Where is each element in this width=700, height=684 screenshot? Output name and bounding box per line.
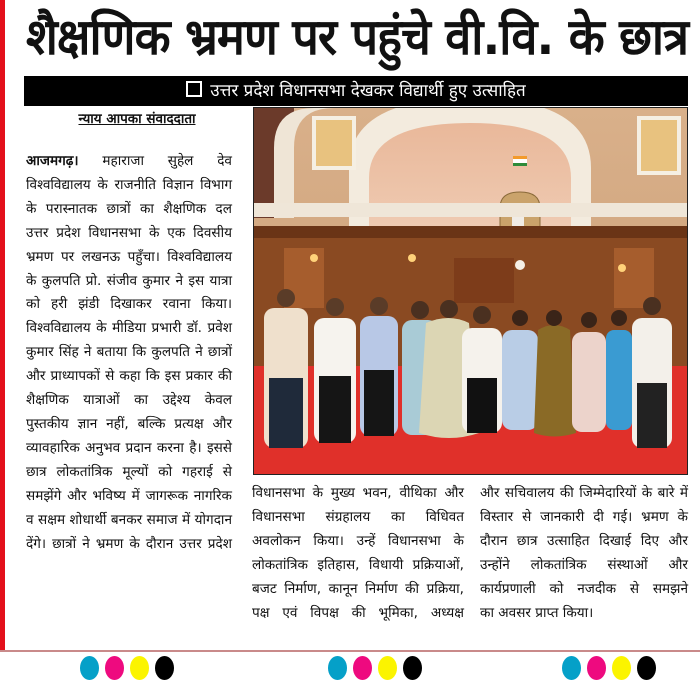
cyan-dot-icon xyxy=(328,656,347,680)
yellow-dot-icon xyxy=(612,656,631,680)
column-3-text: और सचिवालय की जिम्मेदारियों के बारे में विस्तार से जानकारी दी गई। भ्रमण के दौरान छात्र उत्साहित दिखाई दिए और उन्होंने लोकतांत्रिक संस्थाओं और कार्यप्रणाली को नजदीक से समझने xyxy=(480,485,688,597)
subheadline-bar xyxy=(24,76,688,106)
article-column-1 xyxy=(26,150,232,556)
color-registration-marks-center xyxy=(328,656,422,680)
black-dot-icon xyxy=(155,656,174,680)
dateline: आजमगढ़। xyxy=(26,153,79,169)
column-2-text: विधानसभा के मुख्य भवन, वीथिका और विधानसभा संग्रहालय का विधिवत अवलोकन किया। उन्हें विधानसभा के लोकतांत्रिक इतिहास, विधायी प्रक्रियाओं, बजट निर्माण, कानून निर्माण की प्रक्रिया, पक्ष एवं विपक्ष की भूमिका, अध्यक्ष xyxy=(252,485,464,621)
group-photo xyxy=(253,107,688,475)
cyan-dot-icon xyxy=(562,656,581,680)
magenta-dot-icon xyxy=(105,656,124,680)
checkbox-bullet-icon xyxy=(186,81,202,97)
bottom-rule xyxy=(0,650,700,652)
black-dot-icon xyxy=(403,656,422,680)
page-edge-red-bar xyxy=(0,0,5,650)
column-3-closing-text: का अवसर प्राप्त किया। xyxy=(480,604,594,621)
article-column-2 xyxy=(252,482,464,625)
magenta-dot-icon xyxy=(587,656,606,680)
byline: न्याय आपका संवाददाता xyxy=(78,111,196,127)
magenta-dot-icon xyxy=(353,656,372,680)
article-column-3 xyxy=(480,482,688,625)
subheadline: उत्तर प्रदेश विधानसभा देखकर विद्यार्थी हुए उत्साहित xyxy=(210,81,526,101)
color-registration-marks-right xyxy=(562,656,656,680)
black-dot-icon xyxy=(637,656,656,680)
cyan-dot-icon xyxy=(80,656,99,680)
color-registration-marks-left xyxy=(80,656,174,680)
yellow-dot-icon xyxy=(378,656,397,680)
yellow-dot-icon xyxy=(130,656,149,680)
headline: शैक्षणिक भ्रमण पर पहुंचे वी.वि. के छात्र xyxy=(26,8,689,66)
vidhan-sabha-group-photo-image xyxy=(254,108,687,474)
column-1-text: महाराजा सुहेल देव विश्वविद्यालय के राजनीति विज्ञान विभाग के परास्नातक छात्रों का शैक्षणिक दल उत्तर प्रदेश विधानसभा के एक दिवसीय भ्रमण पर लखनऊ पहुँचा। विश्वविद्यालय के कुलपति प्रो. संजीव कुमार ने इस यात्रा को हरी झंडी दिखाकर रवाना किया। विश्वविद्यालय के मीडिया प्रभारी डॉ. प्रवेश कुमार सिंह ने बताया कि कुलपति ने छात्रों और प्राध्यापकों से कहा कि इस प्रकार की शैक्षणिक यात्राओं का उद्देश्य केवल पुस्तकीय ज्ञान नहीं, बल्कि प्रत्यक्ष और व्यावहारिक अनुभव प्रदान करना है। इससे छात्र लोकतांत्रिक मूल्यों को गहराई से समझेंगे और भविष्य में जागरूक नागरिक व सक्षम शोधार्थी बनकर समाज में योगदान देंगे। छात्रों ने भ्रमण के दौरान उत्तर प्रदेश xyxy=(26,153,232,552)
